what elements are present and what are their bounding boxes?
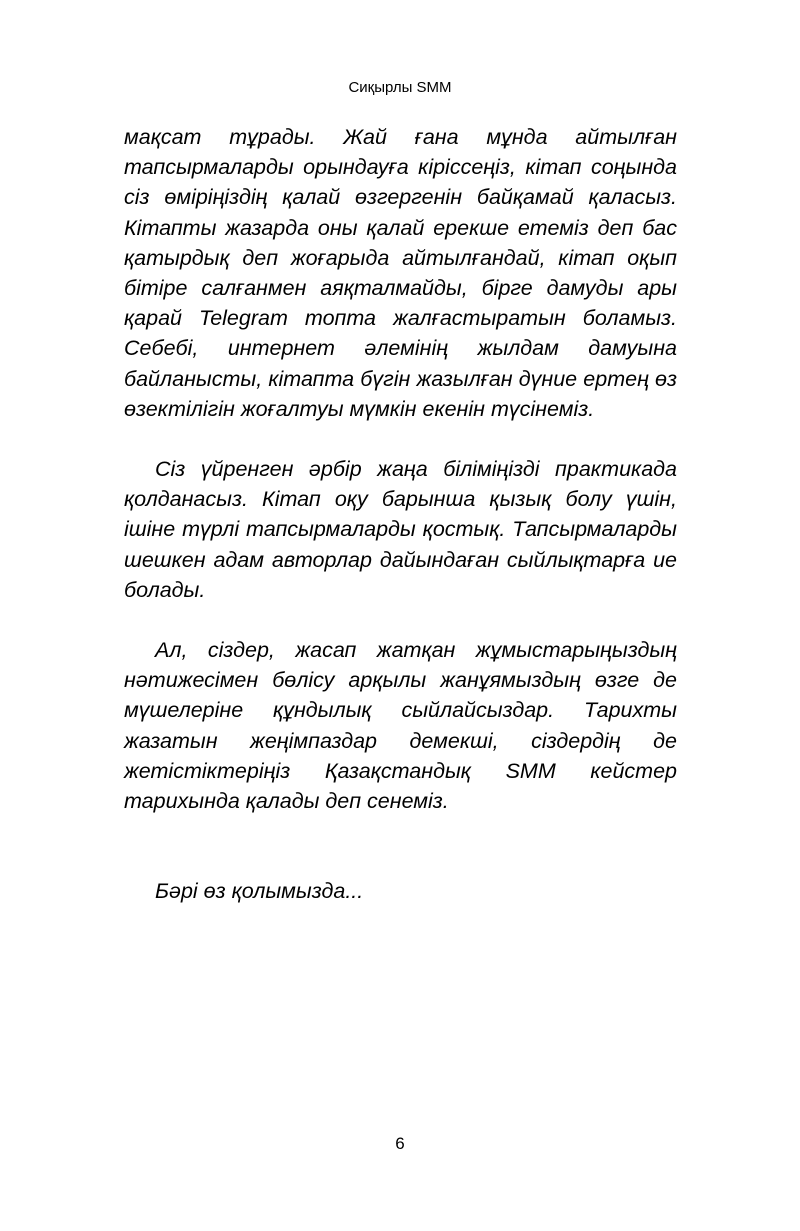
running-header: Сиқырлы SMM [348,79,452,96]
paragraph-continued: мақсат тұрады. Жай ғана мұнда айтылған тапсырмаларды орындауға кіріссеңіз, кітап соңында сіз өміріңіздің қалай өзгергенін байқамай қаласыз. Кітапты жазарда оны қалай ерекше етеміз деп бас қатырдық деп жоғарыда айтылғандай, кітап оқып бітіре салғанмен аяқталмайды, бірге дамуды ары қарай Telegram топта жалғастыратын боламыз. Себебі, интернет әлемінің жылдам дамуына байланысты, кітапта бүгін жазылған дүние ертең өз өзектілігін жоғалтуы мүмкін екенін түсінеміз. [124,125,677,421]
paragraph-share-results: Ал, сіздер, жасап жатқан жұмыстарыңыздың нәтижесімен бөлісу арқылы жанұямыздың өзге де мүшелеріне құндылық сыйлайсыздар. Тарихты жазатын жеңімпаздар демекші, сіздердің де жетістіктеріңіз Қазақстандық SMM кейстер тарихында қалады деп сенеміз. [124,638,677,814]
paragraph-practice: Сіз үйренген әрбір жаңа біліміңізді практикада қолданасыз. Кітап оқу барынша қызық болу үшін, ішіне түрлі тапсырмаларды қостық. Тапсырмаларды шешкен адам авторлар дайындаған сыйлықтарға ие болады. [124,457,677,602]
page-body-text [124,122,677,906]
page-number: 6 [395,1134,405,1153]
paragraph-closing-line: Бәрі өз қолымызда... [155,879,364,904]
